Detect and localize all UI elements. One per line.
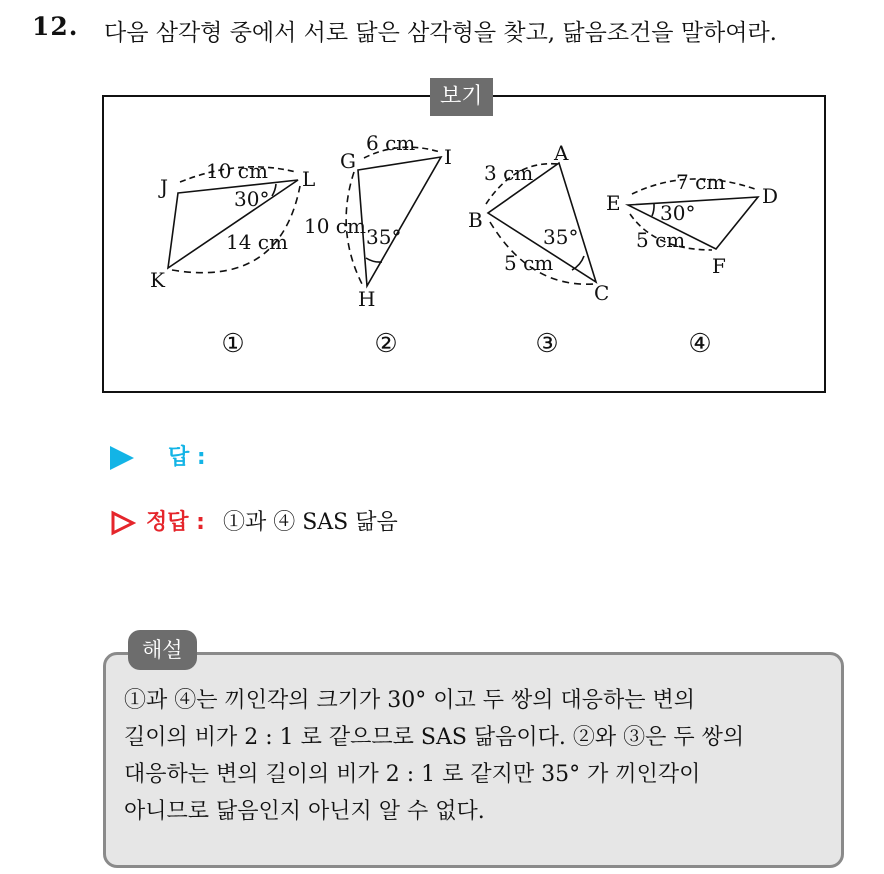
solution-label: 정답 : — [146, 510, 205, 535]
solution-row — [110, 505, 398, 536]
figure-number-1: ① — [221, 329, 245, 359]
figure-number-4: ④ — [688, 329, 712, 359]
figure-number-3: ③ — [535, 329, 559, 359]
fig2-vertex-g: G — [340, 149, 356, 173]
question-text: 다음 삼각형 중에서 서로 닮은 삼각형을 찾고, 닮음조건을 말하여라. — [104, 20, 777, 46]
fig4-label-bottom: 5 cm — [636, 228, 686, 252]
figure-number-2: ② — [374, 329, 398, 359]
explanation-line-2: 길이의 비가 2 : 1 로 같으므로 SAS 닮음이다. ②와 ③은 두 쌍의 — [124, 725, 745, 750]
fig1-vertex-l: L — [302, 167, 316, 191]
fig1-vertex-k: K — [150, 268, 165, 292]
fig2-label-top: 6 cm — [366, 131, 416, 155]
answer-label: 답 : — [168, 445, 206, 470]
fig1-label-top: 10 cm — [206, 159, 268, 183]
question-number: 12. — [32, 12, 79, 41]
fig2-angle: 35° — [366, 225, 402, 249]
fig4-vertex-e: E — [606, 191, 621, 215]
fig3-label-bottom: 5 cm — [504, 251, 554, 275]
fig4-vertex-f: F — [712, 254, 726, 278]
fig4-vertex-d: D — [762, 184, 779, 208]
fig4-angle: 30° — [660, 201, 696, 225]
explanation-text — [124, 682, 834, 830]
fig3-vertex-a: A — [554, 141, 569, 165]
explanation-line-4: 아니므로 닮음인지 아닌지 알 수 없다. — [124, 799, 485, 824]
explanation-line-3: 대응하는 변의 길이의 비가 2 : 1 로 같지만 35° 가 끼인각이 — [124, 762, 701, 787]
fig3-angle: 35° — [543, 225, 579, 249]
fig3-vertex-b: B — [468, 208, 483, 232]
fig4-label-top: 7 cm — [676, 170, 726, 194]
fig2-label-left: 10 cm — [304, 214, 366, 238]
answer-row — [110, 440, 206, 471]
solution-arrow-icon — [110, 510, 136, 536]
solution-text: ①과 ④ SAS 닮음 — [222, 510, 398, 535]
fig2-vertex-h: H — [358, 287, 376, 311]
fig1-label-diag: 14 cm — [226, 230, 288, 254]
fig2-vertex-i: I — [444, 145, 452, 169]
explanation-line-1: ①과 ④는 끼인각의 크기가 30° 이고 두 쌍의 대응하는 변의 — [124, 688, 695, 713]
fig3-vertex-c: C — [594, 281, 610, 305]
fig3-label-top: 3 cm — [484, 161, 534, 185]
fig1-angle: 30° — [234, 187, 270, 211]
explanation-label: 해설 — [128, 630, 197, 670]
fig1-vertex-j: J — [160, 175, 169, 199]
answer-arrow-icon — [110, 446, 134, 470]
bogi-label: 보기 — [430, 78, 493, 116]
